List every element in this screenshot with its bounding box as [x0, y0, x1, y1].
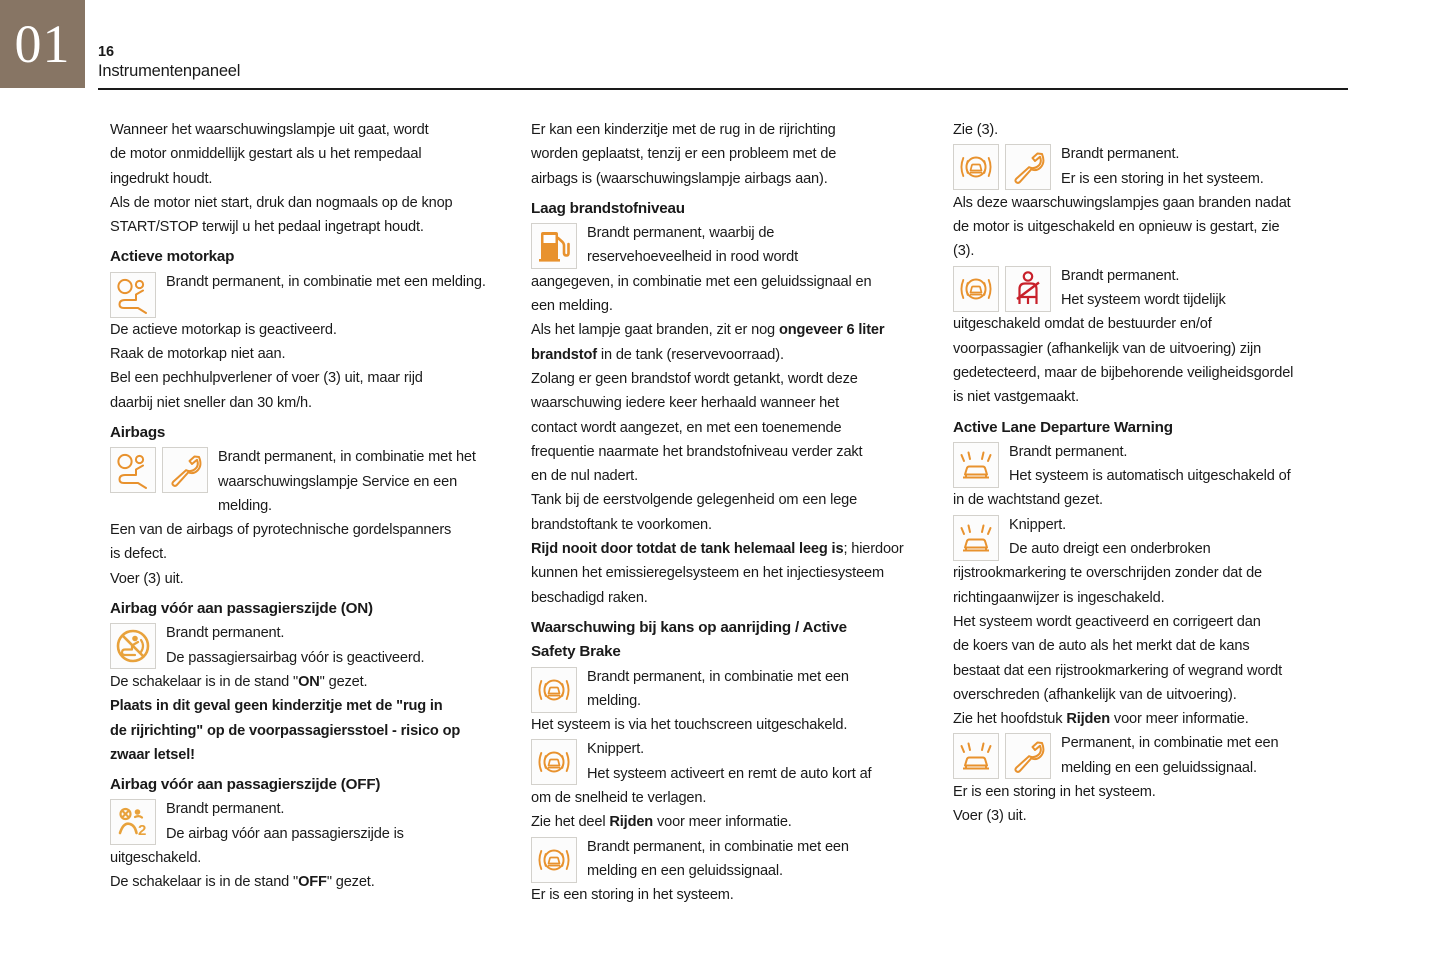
header-divider: [98, 88, 1348, 90]
service-wrench-icon: [162, 447, 208, 493]
heading-active-safety-brake-line2: Safety Brake: [531, 643, 621, 661]
paragraph: bestaat dat een rijstrookmarkering of wegrand wordt: [953, 662, 1282, 679]
paragraph: Voer (3) uit.: [110, 570, 184, 587]
icon-paragraph-text: Brandt permanent, in combinatie met een melding.: [166, 273, 486, 290]
collision-warning-icon: [953, 144, 999, 190]
fuel-pump-icon: [531, 223, 577, 269]
collision-warning-icon: [953, 266, 999, 312]
emphasis: Rijden: [609, 814, 654, 831]
line: Brandt permanent.: [1061, 146, 1180, 163]
paragraph: Als de motor niet start, druk dan nogmaals op de knop: [110, 194, 453, 211]
paragraph: rijstrookmarkering te overschrijden zonder dat de: [953, 565, 1262, 582]
icon-paragraph-airbag-off: [110, 797, 508, 846]
passenger-airbag-off-icon: [110, 799, 156, 845]
page-number: 16: [98, 44, 114, 60]
paragraph: Raak de motorkap niet aan.: [110, 346, 286, 363]
header-text-group: [98, 44, 240, 81]
paragraph: Als deze waarschuwingslampjes gaan branden nadat: [953, 194, 1291, 211]
paragraph: voorpassagier (afhankelijk van de uitvoering) zijn: [953, 340, 1262, 357]
paragraph: Zolang er geen brandstof wordt getankt, wordt deze: [531, 370, 858, 387]
paragraph: Bel een pechhulpverlener of voer (3) uit, maar rijd: [110, 370, 423, 387]
warning-line: zwaar letsel!: [110, 746, 195, 763]
icon-paragraph-aldw-fault: [953, 731, 1351, 780]
emphasis: OFF: [298, 874, 327, 891]
text: Zie het hoofdstuk: [953, 711, 1067, 728]
icon-group: [531, 667, 577, 713]
heading-active-lane-departure-warning: Active Lane Departure Warning: [953, 418, 1173, 436]
service-wrench-icon: [1005, 144, 1051, 190]
icon-paragraph-asb-1: [531, 665, 929, 714]
line: Brandt permanent, in combinatie met een: [587, 668, 849, 685]
icon-group: [110, 272, 156, 318]
icon-paragraph-asb-2: [531, 737, 929, 786]
paragraph: overschreden (afhankelijk van de uitvoering).: [953, 686, 1237, 703]
icon-paragraph-text: [1061, 731, 1351, 780]
collision-warning-icon: [531, 739, 577, 785]
paragraph: De actieve motorkap is geactiveerd.: [110, 321, 337, 338]
text: De schakelaar is in de stand ": [110, 673, 299, 690]
paragraph: Een van de airbags of pyrotechnische gordelspanners: [110, 522, 452, 539]
paragraph: worden geplaatst, tenzij er een probleem met de: [531, 146, 837, 163]
icon-paragraph-text: [166, 621, 508, 670]
lane-departure-icon: [953, 442, 999, 488]
paragraph: Er is een storing in het systeem.: [953, 784, 1156, 801]
icon-paragraph-text: Brandt permanent, in combinatie met het waarschuwingslampje Service en een melding.: [218, 449, 476, 514]
heading-laag-brandstofniveau: Laag brandstofniveau: [531, 199, 685, 217]
paragraph: in de wachtstand gezet.: [953, 492, 1103, 509]
text: " gezet.: [319, 673, 368, 690]
paragraph: Er kan een kinderzitje met de rug in de rijrichting: [531, 122, 836, 138]
icon-paragraph-text: [1061, 264, 1351, 313]
heading-airbags: Airbags: [110, 423, 166, 441]
collision-warning-icon: [531, 667, 577, 713]
line: Brandt permanent.: [1061, 267, 1180, 284]
chapter-badge: 01: [0, 0, 85, 88]
paragraph: airbags is (waarschuwingslampje airbags aan).: [531, 170, 828, 187]
heading-airbag-on: Airbag vóór aan passagierszijde (ON): [110, 600, 373, 618]
icon-paragraph-fuel: [531, 221, 929, 270]
line: Brandt permanent, in combinatie met een: [587, 838, 849, 855]
emphasis: Rijden: [1066, 711, 1111, 728]
paragraph: ingedrukt houdt.: [110, 170, 213, 187]
paragraph: de koers van de auto als het merkt dat de kans: [953, 638, 1250, 655]
paragraph: contact wordt aangezet, en met een toenemende: [531, 419, 842, 436]
emphasis: Rijd nooit door totdat de tank helemaal leeg is: [531, 541, 844, 558]
paragraph: START/STOP terwijl u het pedaal ingetrapt houdt.: [110, 219, 424, 236]
heading-active-safety-brake-line1: Waarschuwing bij kans op aanrijding / Active: [531, 618, 847, 636]
icon-paragraph-text: [166, 797, 508, 846]
line: Brandt permanent.: [166, 625, 285, 642]
line: melding.: [587, 692, 641, 709]
text: voor meer informatie.: [1110, 711, 1249, 728]
lane-departure-icon: [953, 515, 999, 561]
icon-paragraph-aldw-2: [953, 513, 1351, 562]
line: De passagiersairbag vóór is geactiveerd.: [166, 649, 425, 666]
service-wrench-icon: [1005, 733, 1051, 779]
paragraph: brandstoftank te voorkomen.: [531, 516, 712, 533]
paragraph: Het systeem is via het touchscreen uitgeschakeld.: [531, 717, 848, 734]
line: Brandt permanent.: [1009, 443, 1128, 460]
paragraph: is defect.: [110, 546, 167, 563]
paragraph: [110, 870, 508, 894]
paragraph: en de nul nadert.: [531, 468, 638, 485]
icon-paragraph-service-fault: [953, 142, 1351, 191]
paragraph: Wanneer het waarschuwingslampje uit gaat, wordt: [110, 122, 429, 138]
line: Knippert.: [1009, 516, 1067, 533]
paragraph: de motor is uitgeschakeld en opnieuw is gestart, zie: [953, 219, 1280, 236]
icon-group: [953, 266, 1051, 312]
text: " gezet.: [326, 874, 375, 891]
text: Zie het deel: [531, 814, 610, 831]
paragraph: om de snelheid te verlagen.: [531, 790, 707, 807]
column-3: [953, 118, 1351, 908]
paragraph: gedetecteerd, maar de bijbehorende veiligheidsgordel: [953, 364, 1294, 381]
icon-paragraph-text: [587, 665, 929, 714]
icon-paragraph-text: [1009, 513, 1351, 562]
body-columns: [0, 118, 1445, 908]
text: voor meer informatie.: [653, 814, 792, 831]
text: De schakelaar is in de stand ": [110, 874, 299, 891]
page-header: [0, 0, 1445, 92]
lane-departure-icon: [953, 733, 999, 779]
paragraph: Voer (3) uit.: [953, 808, 1027, 825]
icon-paragraph-text: [587, 737, 929, 786]
paragraph: aangegeven, in combinatie met een geluidssignaal en: [531, 273, 872, 290]
icon-group: [953, 442, 999, 488]
text: ; hierdoor kunnen het emissieregelsysteem en het injectiesysteem beschadigd raken.: [531, 541, 904, 606]
paragraph: (3).: [953, 243, 975, 260]
heading-actieve-motorkap: Actieve motorkap: [110, 248, 235, 266]
icon-paragraph-airbags: [110, 445, 508, 518]
svg-text:2: 2: [138, 822, 147, 840]
line: Er is een storing in het systeem.: [1061, 170, 1264, 187]
paragraph: de motor onmiddellijk gestart als u het rempedaal: [110, 146, 422, 163]
icon-group: [953, 515, 999, 561]
line: Brandt permanent.: [166, 801, 285, 818]
icon-group: [953, 733, 1051, 779]
icon-paragraph-aldw-1: [953, 440, 1351, 489]
line: Het systeem activeert en remt de auto kort af: [587, 765, 872, 782]
paragraph: [953, 707, 1351, 731]
icon-group: [531, 837, 577, 883]
line: Knippert.: [587, 741, 645, 758]
icon-group: [531, 739, 577, 785]
emphasis: ongeveer 6 liter brandstof: [531, 322, 885, 363]
icon-paragraph-asb-3: [531, 835, 929, 884]
icon-paragraph-text: [1061, 142, 1351, 191]
line: melding en een geluidssignaal.: [587, 862, 783, 879]
text: in de tank (reservevoorraad).: [596, 346, 784, 363]
icon-paragraph-text: [587, 835, 929, 884]
paragraph: richtingaanwijzer is ingeschakeld.: [953, 589, 1165, 606]
column-2: [531, 118, 929, 908]
passenger-airbag-on-icon: [110, 623, 156, 669]
icon-group: [531, 223, 577, 269]
icon-group: [110, 799, 156, 845]
paragraph: uitgeschakeld.: [110, 850, 202, 867]
icon-paragraph-text: [587, 221, 929, 270]
paragraph: een melding.: [531, 298, 613, 315]
heading-airbag-off: Airbag vóór aan passagierszijde (OFF): [110, 776, 381, 794]
paragraph: waarschuwing iedere keer herhaald wanneer het: [531, 395, 840, 412]
icon-paragraph-text: [1009, 440, 1351, 489]
warning-line: de rijrichting" op de voorpassagiersstoel - risico op: [110, 722, 461, 739]
line: Permanent, in combinatie met een: [1061, 735, 1279, 752]
line: De auto dreigt een onderbroken: [1009, 541, 1211, 558]
line: Het systeem is automatisch uitgeschakeld of: [1009, 468, 1291, 485]
paragraph: Er is een storing in het systeem.: [531, 887, 734, 904]
icon-group: [953, 144, 1051, 190]
seatbelt-unfastened-icon: [1005, 266, 1051, 312]
paragraph: Zie (3).: [953, 122, 999, 138]
icon-paragraph-seatbelt: [953, 264, 1351, 313]
paragraph: [531, 318, 929, 367]
line: Het systeem wordt tijdelijk: [1061, 292, 1226, 309]
paragraph: daarbij niet sneller dan 30 km/h.: [110, 394, 312, 411]
icon-group: [110, 623, 156, 669]
icon-group: [110, 447, 208, 493]
paragraph: is niet vastgemaakt.: [953, 389, 1079, 406]
airbag-icon: [110, 447, 156, 493]
page-title: Instrumentenpaneel: [98, 62, 241, 80]
line: De airbag vóór aan passagierszijde is: [166, 825, 404, 842]
line: reservehoeveelheid in rood wordt: [587, 249, 798, 266]
icon-paragraph-active-hood: [110, 270, 508, 316]
collision-warning-icon: [531, 837, 577, 883]
paragraph: Tank bij de eerstvolgende gelegenheid om een lege: [531, 492, 858, 509]
paragraph: frequentie naarmate het brandstofniveau verder zakt: [531, 443, 863, 460]
column-1: [110, 118, 508, 908]
paragraph: Het systeem wordt geactiveerd en corrigeert dan: [953, 613, 1261, 630]
active-hood-icon: [110, 272, 156, 318]
paragraph: uitgeschakeld omdat de bestuurder en/of: [953, 316, 1212, 333]
line: melding en een geluidssignaal.: [1061, 759, 1257, 776]
emphasis: ON: [298, 673, 320, 690]
text: Als het lampje gaat branden, zit er nog: [531, 322, 779, 339]
paragraph: [531, 537, 929, 610]
icon-paragraph-airbag-on: [110, 621, 508, 670]
paragraph: [531, 810, 929, 834]
warning-line: Plaats in dit geval geen kinderzitje met de "rug in: [110, 698, 443, 715]
line: Brandt permanent, waarbij de: [587, 225, 775, 242]
paragraph: [110, 670, 508, 694]
